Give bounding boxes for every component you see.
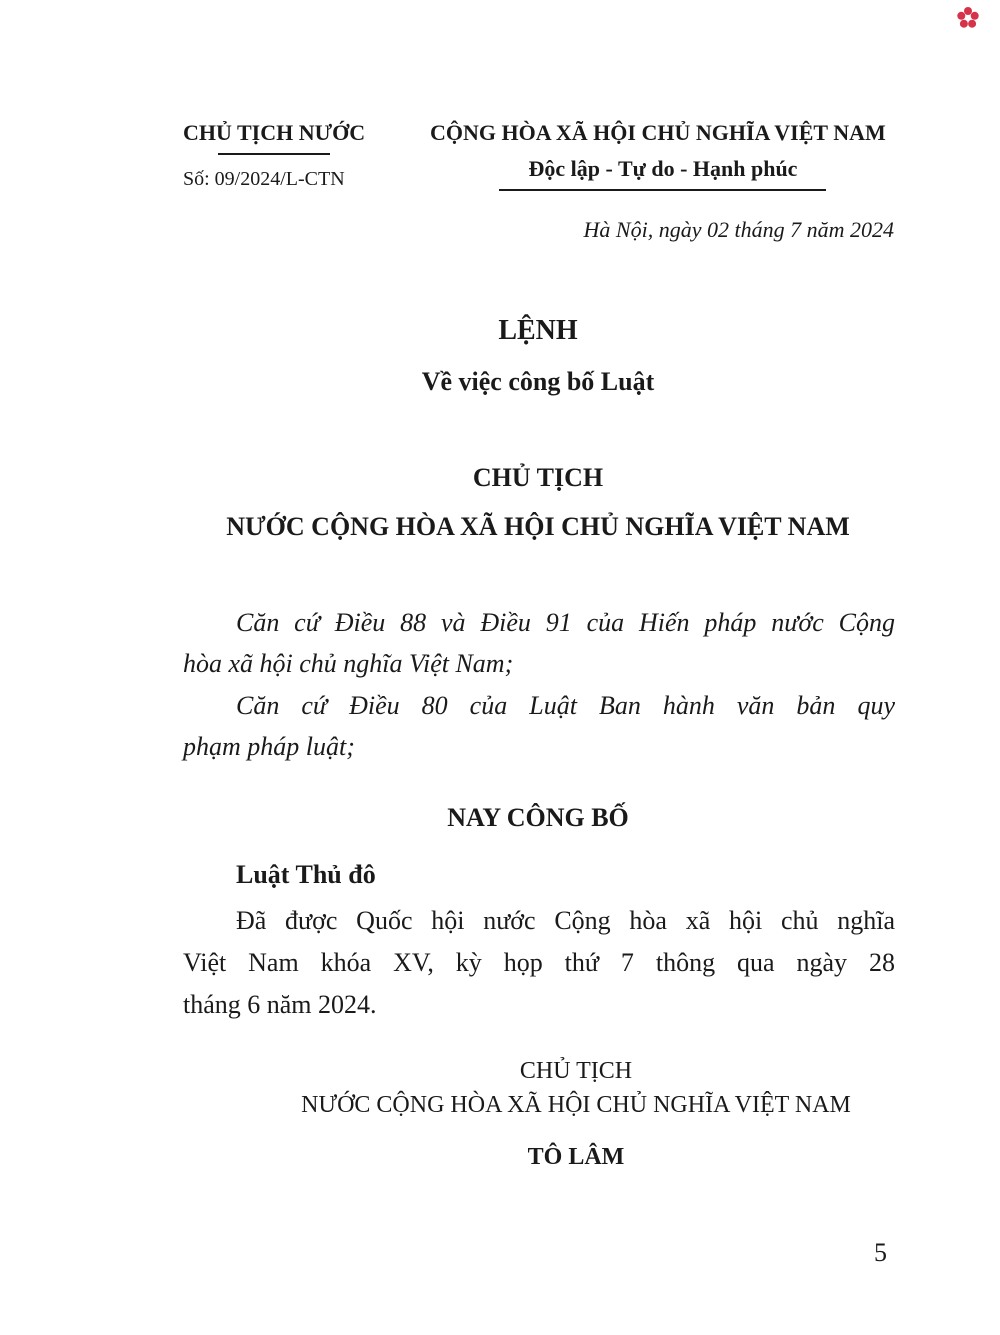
law-name: Luật Thủ đô xyxy=(236,860,376,889)
signatory-name: TÔ LÂM xyxy=(527,1144,625,1170)
legal-basis-line: Căn cứ Điều 88 và Điều 91 của Hiến pháp nước Cộng xyxy=(236,608,895,637)
legal-basis-line: hòa xã hội chủ nghĩa Việt Nam; xyxy=(183,649,514,678)
issuer-title: CHỦ TỊCH xyxy=(472,463,604,492)
law-body-line: tháng 6 năm 2024. xyxy=(183,990,377,1019)
document-number: Số: 09/2024/L-CTN xyxy=(183,168,345,190)
flower-logo-icon xyxy=(956,6,980,30)
issuer-country: NƯỚC CỘNG HÒA XÃ HỘI CHỦ NGHĨA VIỆT NAM xyxy=(226,512,850,541)
agency-underline xyxy=(218,153,330,155)
page-number: 5 xyxy=(874,1238,887,1267)
signatory-country: NƯỚC CỘNG HÒA XÃ HỘI CHỦ NGHĨA VIỆT NAM xyxy=(301,1092,851,1118)
law-body-line: Việt Nam khóa XV, kỳ họp thứ 7 thông qua ngày 28 xyxy=(183,948,895,977)
issue-date: Hà Nội, ngày 02 tháng 7 năm 2024 xyxy=(583,217,894,242)
document-subject: Về việc công bố Luật xyxy=(421,367,655,396)
motto-underline xyxy=(499,189,826,191)
legal-basis-line: phạm pháp luật; xyxy=(183,732,355,761)
law-body-line: Đã được Quốc hội nước Cộng hòa xã hội chủ nghĩa xyxy=(236,906,895,935)
legal-basis-line: Căn cứ Điều 80 của Luật Ban hành văn bản quy xyxy=(236,691,895,720)
proclamation-heading: NAY CÔNG BỐ xyxy=(447,803,629,832)
nation-name: CỘNG HÒA XÃ HỘI CHỦ NGHĨA VIỆT NAM xyxy=(430,120,886,145)
agency-name: CHỦ TỊCH NƯỚC xyxy=(183,120,366,145)
document-type: LỆNH xyxy=(498,315,578,346)
signatory-title: CHỦ TỊCH xyxy=(519,1058,633,1084)
national-motto: Độc lập - Tự do - Hạnh phúc xyxy=(528,156,798,181)
